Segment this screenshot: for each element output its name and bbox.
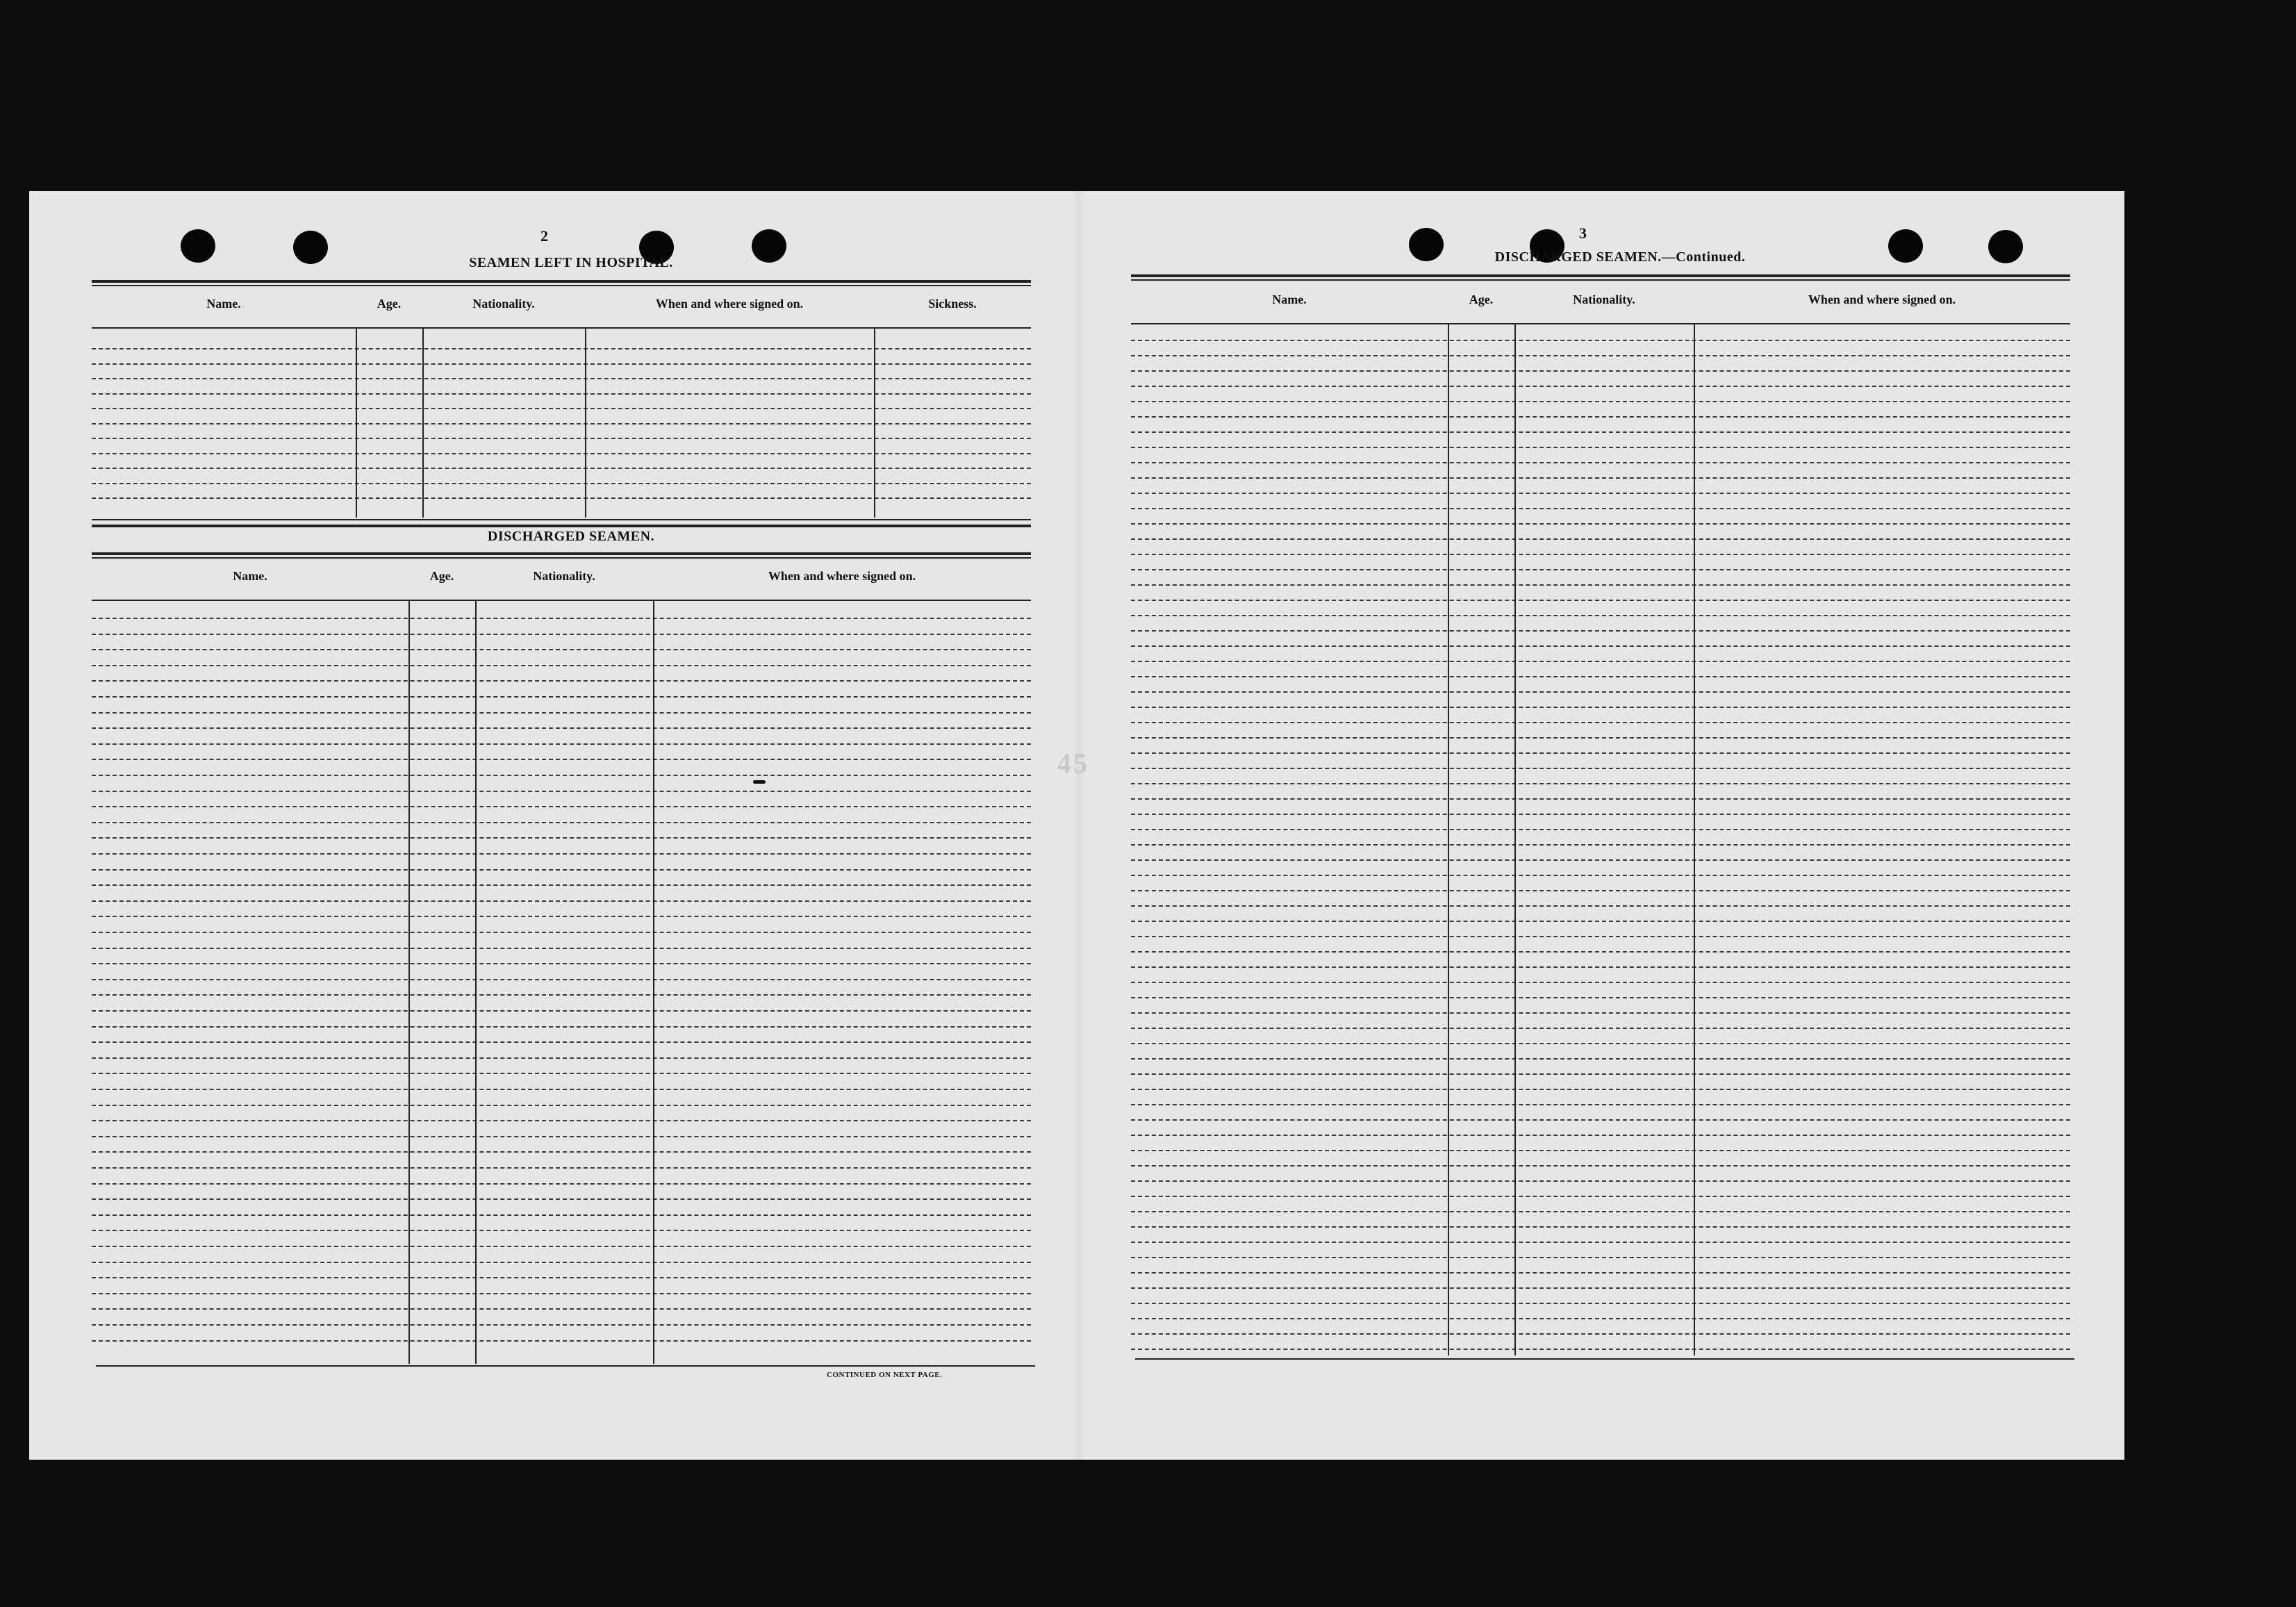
entry-line xyxy=(92,363,1031,365)
entry-line xyxy=(1131,355,2070,356)
entry-line xyxy=(92,1262,1031,1263)
entry-line xyxy=(1131,1150,2070,1151)
entry-line xyxy=(92,1277,1031,1278)
entry-line xyxy=(1131,905,2070,907)
entry-line xyxy=(92,618,1031,619)
rule xyxy=(1131,274,2070,277)
entry-line xyxy=(1131,431,2070,433)
entry-line xyxy=(1131,875,2070,876)
entry-line xyxy=(92,1105,1031,1106)
entry-line xyxy=(1131,1303,2070,1304)
column-divider xyxy=(1694,324,1695,1355)
column-divider xyxy=(475,601,477,1364)
entry-line xyxy=(92,483,1031,484)
entry-line xyxy=(92,853,1031,855)
entry-line xyxy=(1131,1043,2070,1044)
entry-line xyxy=(1131,814,2070,815)
column-divider xyxy=(408,601,410,1364)
entry-line xyxy=(1131,1333,2070,1335)
entry-line xyxy=(1131,569,2070,570)
entry-line xyxy=(1131,1104,2070,1105)
column-divider xyxy=(653,601,654,1364)
entry-line xyxy=(92,1308,1031,1310)
entry-line xyxy=(1131,493,2070,494)
column-header: Name. xyxy=(1272,292,1307,306)
entry-line xyxy=(1131,936,2070,937)
entry-line xyxy=(1131,1196,2070,1197)
entry-line xyxy=(1131,798,2070,800)
entry-line xyxy=(92,1230,1031,1231)
entry-line xyxy=(92,1340,1031,1342)
entry-line xyxy=(1131,752,2070,754)
entry-line xyxy=(1131,386,2070,387)
entry-line xyxy=(1131,722,2070,723)
rule xyxy=(1135,1358,2074,1360)
entry-line xyxy=(1131,615,2070,616)
entry-line xyxy=(92,649,1031,650)
entry-line xyxy=(1131,1165,2070,1167)
entry-line xyxy=(92,884,1031,886)
column-header: Age. xyxy=(429,569,454,583)
column-header: Nationality. xyxy=(533,569,595,583)
entry-line xyxy=(92,1198,1031,1200)
entry-line xyxy=(92,438,1031,439)
entry-line xyxy=(92,1010,1031,1012)
column-header: Sickness. xyxy=(928,297,977,311)
entry-line xyxy=(1131,1058,2070,1060)
entry-line xyxy=(1131,1012,2070,1014)
entry-line xyxy=(1131,1257,2070,1258)
entry-line xyxy=(1131,1272,2070,1274)
entry-line xyxy=(1131,370,2070,372)
entry-line xyxy=(92,712,1031,714)
discharged-section-title: DISCHARGED SEAMEN. xyxy=(487,529,655,544)
entry-line xyxy=(92,759,1031,760)
entry-line xyxy=(92,378,1031,379)
bleed-through-mark: 45 xyxy=(1057,748,1089,779)
entry-line xyxy=(1131,859,2070,861)
entry-line xyxy=(1131,1242,2070,1243)
entry-line xyxy=(92,806,1031,807)
entry-line xyxy=(1131,416,2070,418)
entry-line xyxy=(1131,768,2070,769)
entry-line xyxy=(92,453,1031,454)
entry-line xyxy=(92,994,1031,996)
entry-line xyxy=(92,775,1031,776)
rule xyxy=(92,280,1031,283)
entry-line xyxy=(92,932,1031,933)
entry-line xyxy=(1131,783,2070,784)
entry-line xyxy=(1131,966,2070,968)
entry-line xyxy=(92,1246,1031,1247)
entry-line xyxy=(1131,462,2070,463)
rule xyxy=(92,519,1031,520)
page-gutter xyxy=(1073,191,1085,1460)
rule xyxy=(92,285,1031,286)
entry-line xyxy=(92,791,1031,792)
entry-line xyxy=(1131,584,2070,586)
column-header: Nationality. xyxy=(472,297,535,311)
entry-line xyxy=(1131,982,2070,983)
entry-line xyxy=(92,1089,1031,1090)
column-header: When and where signed on. xyxy=(1808,292,1956,306)
page-number-right: 3 xyxy=(1579,224,1587,242)
entry-line xyxy=(1131,447,2070,448)
entry-line xyxy=(92,680,1031,682)
column-header: When and where signed on. xyxy=(768,569,916,583)
entry-line xyxy=(1131,523,2070,525)
entry-line xyxy=(1131,340,2070,341)
entry-line xyxy=(1131,1226,2070,1228)
rule xyxy=(92,552,1031,555)
rule xyxy=(92,557,1031,559)
entry-line xyxy=(92,727,1031,729)
column-divider xyxy=(1514,324,1516,1355)
entry-line xyxy=(92,979,1031,980)
column-header: Nationality. xyxy=(1573,292,1635,306)
entry-line xyxy=(92,1136,1031,1137)
entry-line xyxy=(92,1214,1031,1216)
entry-line xyxy=(1131,1349,2070,1350)
entry-line xyxy=(1131,676,2070,677)
entry-line xyxy=(1131,1073,2070,1075)
entry-line xyxy=(92,497,1031,499)
entry-line xyxy=(92,1057,1031,1059)
entry-line xyxy=(92,1120,1031,1121)
entry-line xyxy=(1131,997,2070,998)
entry-line xyxy=(1131,630,2070,632)
entry-line xyxy=(1131,600,2070,601)
entry-line xyxy=(1131,1211,2070,1212)
entry-line xyxy=(92,1183,1031,1185)
entry-line xyxy=(92,423,1031,425)
entry-line xyxy=(92,468,1031,469)
punch-hole xyxy=(1988,230,2023,263)
entry-line xyxy=(1131,829,2070,830)
column-header: When and where signed on. xyxy=(655,297,804,311)
entry-line xyxy=(1131,645,2070,647)
entry-line xyxy=(92,1293,1031,1294)
entry-line xyxy=(92,822,1031,823)
entry-line xyxy=(92,1026,1031,1028)
entry-line xyxy=(92,665,1031,666)
discharged-continued-title: DISCHARGED SEAMEN.—Continued. xyxy=(1494,249,1746,265)
column-divider xyxy=(1448,324,1449,1355)
column-divider xyxy=(422,329,424,518)
continued-footer: CONTINUED ON NEXT PAGE. xyxy=(827,1371,943,1379)
rule xyxy=(92,327,1031,329)
entry-line xyxy=(92,1151,1031,1153)
entry-line xyxy=(92,348,1031,349)
entry-line xyxy=(92,1041,1031,1043)
punch-hole xyxy=(293,231,328,264)
entry-line xyxy=(1131,508,2070,509)
entry-line xyxy=(1131,707,2070,708)
rule xyxy=(1131,279,2070,281)
entry-line xyxy=(92,1324,1031,1326)
entry-line xyxy=(1131,661,2070,662)
entry-line xyxy=(92,948,1031,949)
column-divider xyxy=(585,329,586,518)
entry-line xyxy=(1131,538,2070,540)
entry-line xyxy=(1131,951,2070,953)
rule xyxy=(92,600,1031,601)
rule xyxy=(92,525,1031,527)
column-divider xyxy=(874,329,875,518)
column-header: Name. xyxy=(233,569,267,583)
entry-line xyxy=(92,900,1031,902)
entry-line xyxy=(1131,1180,2070,1182)
entry-line xyxy=(1131,890,2070,891)
punch-hole xyxy=(1888,229,1923,263)
entry-line xyxy=(92,869,1031,871)
entry-line xyxy=(1131,401,2070,402)
entry-line xyxy=(1131,554,2070,555)
entry-line xyxy=(92,408,1031,409)
entry-line xyxy=(92,743,1031,745)
rule xyxy=(96,1365,1035,1367)
entry-line xyxy=(1131,1089,2070,1090)
entry-line xyxy=(1131,921,2070,922)
column-header: Age. xyxy=(377,297,402,311)
entry-line xyxy=(92,696,1031,698)
entry-line xyxy=(92,1167,1031,1169)
entry-line xyxy=(92,1073,1031,1074)
entry-line xyxy=(92,634,1031,635)
entry-line xyxy=(1131,844,2070,846)
entry-line xyxy=(92,837,1031,839)
entry-line xyxy=(1131,1287,2070,1289)
ink-mark xyxy=(753,780,766,784)
entry-line xyxy=(92,393,1031,395)
column-header: Name. xyxy=(206,297,241,311)
entry-line xyxy=(1131,1028,2070,1029)
entry-line xyxy=(1131,737,2070,739)
punch-hole xyxy=(181,229,215,263)
document-spread xyxy=(29,191,2124,1460)
entry-line xyxy=(1131,477,2070,479)
entry-line xyxy=(1131,691,2070,693)
hospital-section-title: SEAMEN LEFT IN HOSPITAL. xyxy=(469,255,673,270)
column-divider xyxy=(356,329,357,518)
entry-line xyxy=(92,963,1031,964)
column-header: Age. xyxy=(1469,292,1494,306)
entry-line xyxy=(92,916,1031,917)
entry-line xyxy=(1131,1119,2070,1121)
entry-line xyxy=(1131,1135,2070,1136)
entry-line xyxy=(1131,1318,2070,1319)
page-number-left: 2 xyxy=(540,227,548,245)
rule xyxy=(1131,323,2070,324)
